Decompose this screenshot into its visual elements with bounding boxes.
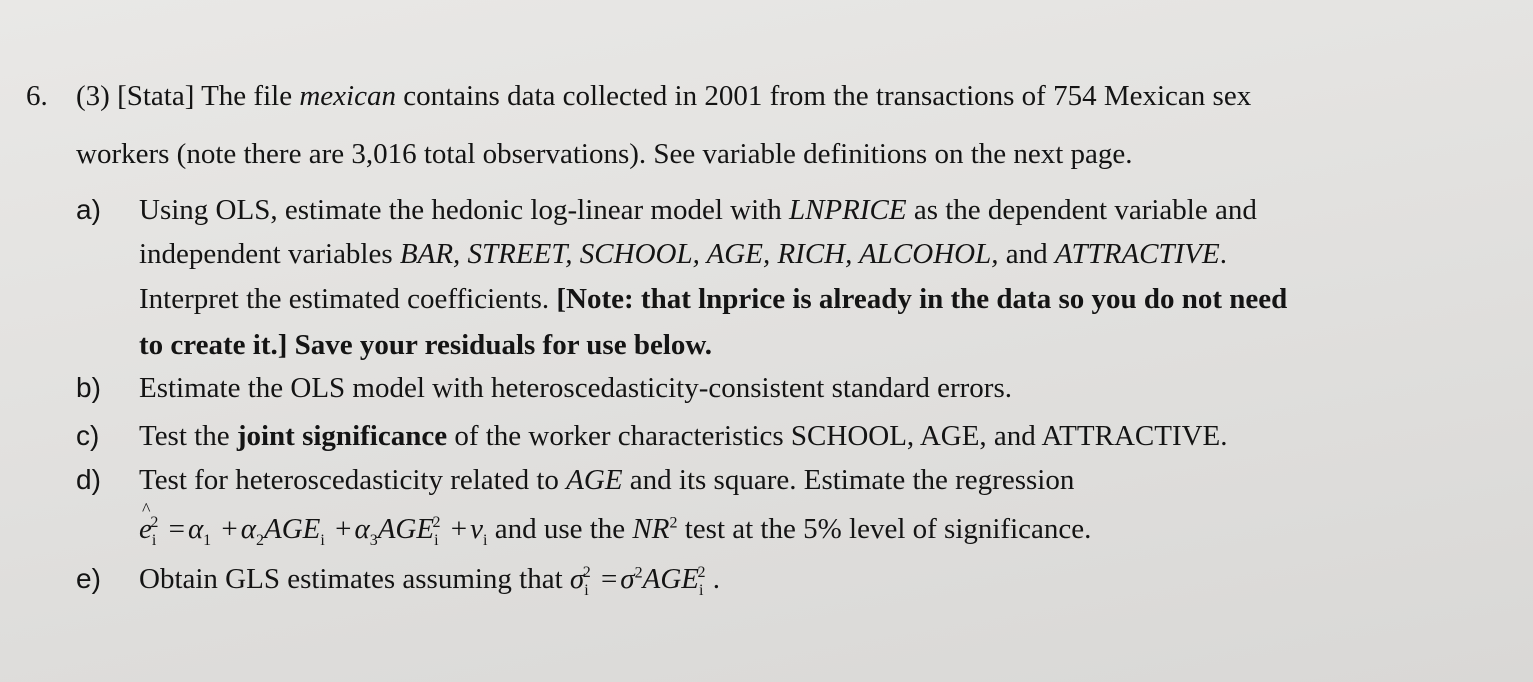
item-a-line2: independent variables BAR, STREET, SCHOOL, AGE, RICH, ALCOHOL, and ATTRACTIVE. bbox=[139, 238, 1227, 270]
item-a-label: a) bbox=[76, 194, 101, 225]
variance-assumption: $\sigma_i^2 = \sigma^2AGE_i^2$ bbox=[569, 563, 706, 599]
item-d-equation-line: ^ $e_i^2 = \alpha_1 + \alpha_2AGE_i + \alpha_3AGE_i^2 + v_i$ and use the $NR^2$ test at the 5% level of significance. bbox=[139, 513, 1091, 550]
item-c-text: Test the joint significance of the worker characteristics SCHOOL, AGE, and ATTRACTIVE. bbox=[139, 420, 1228, 452]
item-e-label: e) bbox=[76, 563, 101, 594]
item-a-line4: to create it.] Save your residuals for use below. bbox=[139, 329, 712, 361]
item-a-line3: Interpret the estimated coefficients. [Note: that lnprice is already in the data so you do not need bbox=[139, 283, 1288, 315]
item-b-text: Estimate the OLS model with heteroscedasticity-consistent standard errors. bbox=[139, 372, 1012, 404]
question-intro-line1: (3) [Stata] The file mexican contains data collected in 2001 from the transactions of 754 Mexican sex bbox=[76, 80, 1252, 112]
item-c-label: c) bbox=[76, 420, 100, 451]
item-e-text: Obtain GLS estimates assuming that $\sigma_i^2 = \sigma^2AGE_i^2$ . bbox=[139, 563, 720, 599]
file-name: mexican bbox=[299, 80, 396, 112]
nr2-statistic: $NR^2$ bbox=[632, 513, 678, 545]
item-a-line1: Using OLS, estimate the hedonic log-linear model with LNPRICE as the dependent variable and bbox=[139, 194, 1257, 226]
item-d-label: d) bbox=[76, 464, 101, 495]
item-b-label: b) bbox=[76, 372, 101, 403]
item-d-line1: Test for heteroscedasticity related to AGE and its square. Estimate the regression bbox=[139, 464, 1075, 496]
question-number: 6. bbox=[26, 80, 48, 112]
regression-equation: ^ $e_i^2 = \alpha_1 + \alpha_2AGE_i + \alpha_3AGE_i^2 + v_i$ bbox=[139, 513, 495, 545]
question-intro-line2: workers (note there are 3,016 total observations). See variable definitions on the next page. bbox=[76, 138, 1133, 170]
